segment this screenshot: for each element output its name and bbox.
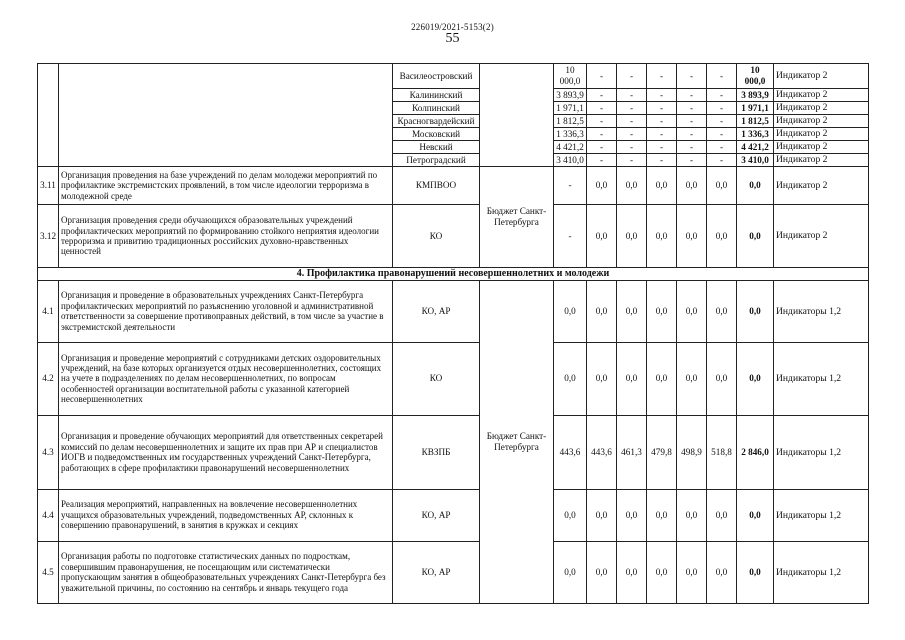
value-total: 0,0 bbox=[737, 205, 774, 268]
value-2023: - bbox=[617, 89, 647, 102]
indicator: Индикатор 2 bbox=[774, 154, 869, 167]
executor: КВЗПБ bbox=[393, 415, 480, 489]
value-2025: - bbox=[677, 154, 707, 167]
document-id: 226019/2021-5153(2) bbox=[411, 22, 494, 32]
value-2021: 10 000,0 bbox=[554, 64, 587, 89]
value-2023: - bbox=[617, 128, 647, 141]
indicator: Индикаторы 1,2 bbox=[774, 541, 869, 603]
value-2026: 518,8 bbox=[707, 415, 737, 489]
value-2022: - bbox=[587, 89, 617, 102]
value-2024: 0,0 bbox=[647, 342, 677, 415]
indicator: Индикатор 2 bbox=[774, 128, 869, 141]
value-2024: 0,0 bbox=[647, 489, 677, 541]
value-2026: 0,0 bbox=[707, 541, 737, 603]
value-2023: 0,0 bbox=[617, 167, 647, 205]
row-text: Организация и проведение в образовательных учреждениях Санкт-Петербурга профилактических мероприятий по разъяснению уголовной и административной ответственности за совершение противоправных действий, в том числе за участие в экстремистской деятельности bbox=[59, 280, 393, 342]
value-2025: - bbox=[677, 141, 707, 154]
value-2021: 3 893,9 bbox=[554, 89, 587, 102]
executor: КО, АР bbox=[393, 280, 480, 342]
value-2026: - bbox=[707, 141, 737, 154]
value-2025: - bbox=[677, 115, 707, 128]
value-2021: 4 421,2 bbox=[554, 141, 587, 154]
district-name: Красногвардейский bbox=[393, 115, 480, 128]
table-row bbox=[38, 415, 869, 489]
row-text bbox=[59, 64, 393, 167]
value-2025: - bbox=[677, 102, 707, 115]
value-2022: - bbox=[587, 64, 617, 89]
table-row bbox=[38, 541, 869, 603]
value-total: 0,0 bbox=[737, 489, 774, 541]
value-2024: - bbox=[647, 102, 677, 115]
value-2023: 0,0 bbox=[617, 342, 647, 415]
value-total: 10 000,0 bbox=[737, 64, 774, 89]
row-number: 3.11 bbox=[38, 167, 59, 205]
value-total: 0,0 bbox=[737, 541, 774, 603]
table-row bbox=[38, 205, 869, 268]
value-2024: - bbox=[647, 64, 677, 89]
page-number: 55 bbox=[445, 31, 460, 46]
value-2023: 0,0 bbox=[617, 541, 647, 603]
value-total: 2 846,0 bbox=[737, 415, 774, 489]
value-total: 4 421,2 bbox=[737, 141, 774, 154]
table-row bbox=[38, 280, 869, 342]
value-2025: 0,0 bbox=[677, 342, 707, 415]
value-total: 0,0 bbox=[737, 342, 774, 415]
value-2021: 3 410,0 bbox=[554, 154, 587, 167]
district-name: Колпинский bbox=[393, 102, 480, 115]
value-2021: 1 812,5 bbox=[554, 115, 587, 128]
value-2024: 0,0 bbox=[647, 280, 677, 342]
row-number: 4.2 bbox=[38, 342, 59, 415]
value-2021: 443,6 bbox=[554, 415, 587, 489]
value-2024: 0,0 bbox=[647, 167, 677, 205]
executor: КО bbox=[393, 205, 480, 268]
value-2021: 0,0 bbox=[554, 541, 587, 603]
indicator: Индикаторы 1,2 bbox=[774, 489, 869, 541]
value-2023: - bbox=[617, 102, 647, 115]
value-2024: - bbox=[647, 89, 677, 102]
value-2024: - bbox=[647, 128, 677, 141]
value-2023: - bbox=[617, 154, 647, 167]
value-2023: 0,0 bbox=[617, 205, 647, 268]
value-2021: 1 971,1 bbox=[554, 102, 587, 115]
value-2026: 0,0 bbox=[707, 342, 737, 415]
table-row bbox=[38, 342, 869, 415]
value-2022: 443,6 bbox=[587, 415, 617, 489]
row-text: Организация и проведение обучающих мероприятий для ответственных секретарей комиссий по делам несовершеннолетних и защите их прав при АР и специалистов ИОГВ и подведомственных им государственных учреждений Санкт-Петербурга, работающих в сфере профилактики правонарушений несовершеннолетних bbox=[59, 415, 393, 489]
indicator: Индикатор 2 bbox=[774, 167, 869, 205]
indicator: Индикаторы 1,2 bbox=[774, 342, 869, 415]
value-2021: - bbox=[554, 205, 587, 268]
row-text: Организация проведения среди обучающихся образовательных учреждений профилактических мероприятий по формированию стойкого неприятия идеологии терроризма и привитию традиционных российских духовно-нравственных ценностей bbox=[59, 205, 393, 268]
row-text: Организация работы по подготовке статистических данных по подросткам, совершившим правонарушения, не посещающим или систематически пропускающим занятия в общеобразовательных учреждениях Санкт-Петербурга без уважительной причины, по состоянию на сентябрь и январь текущего года bbox=[59, 541, 393, 603]
indicator: Индикатор 2 bbox=[774, 64, 869, 89]
district-name: Калининский bbox=[393, 89, 480, 102]
indicator: Индикатор 2 bbox=[774, 89, 869, 102]
value-2025: 0,0 bbox=[677, 167, 707, 205]
value-total: 1 336,3 bbox=[737, 128, 774, 141]
value-2024: - bbox=[647, 154, 677, 167]
district-name: Василеостровский bbox=[393, 64, 480, 89]
value-2022: 0,0 bbox=[587, 205, 617, 268]
value-2022: - bbox=[587, 115, 617, 128]
funding-source bbox=[480, 64, 554, 167]
value-total: 3 893,9 bbox=[737, 89, 774, 102]
table-row bbox=[38, 64, 869, 89]
value-2022: - bbox=[587, 102, 617, 115]
row-text: Организация и проведение мероприятий с сотрудниками детских оздоровительных учреждений, на базе которых организуется отдых несовершеннолетних, состоящих на учете в подразделениях по делам несовершеннолетних, по вопросам особенностей организации воспитательной работы с указанной категорией несовершеннолетних bbox=[59, 342, 393, 415]
value-2026: 0,0 bbox=[707, 205, 737, 268]
indicator: Индикатор 2 bbox=[774, 115, 869, 128]
section-title: 4. Профилактика правонарушений несовершеннолетних и молодежи bbox=[38, 268, 869, 281]
value-2025: 0,0 bbox=[677, 205, 707, 268]
value-2021: 0,0 bbox=[554, 342, 587, 415]
value-2026: - bbox=[707, 128, 737, 141]
value-2023: 0,0 bbox=[617, 489, 647, 541]
value-2025: - bbox=[677, 64, 707, 89]
value-2026: 0,0 bbox=[707, 167, 737, 205]
section-header-row bbox=[38, 268, 869, 281]
district-name: Невский bbox=[393, 141, 480, 154]
value-2022: - bbox=[587, 141, 617, 154]
value-2025: - bbox=[677, 128, 707, 141]
executor: КО bbox=[393, 342, 480, 415]
value-2024: 0,0 bbox=[647, 205, 677, 268]
indicator: Индикаторы 1,2 bbox=[774, 415, 869, 489]
district-name: Московский bbox=[393, 128, 480, 141]
row-number: 4.5 bbox=[38, 541, 59, 603]
value-2025: 0,0 bbox=[677, 280, 707, 342]
value-total: 1 812,5 bbox=[737, 115, 774, 128]
value-2021: - bbox=[554, 167, 587, 205]
value-2023: 0,0 bbox=[617, 280, 647, 342]
funding-source: Бюджет Санкт-Петербурга bbox=[480, 167, 554, 268]
value-2022: 0,0 bbox=[587, 342, 617, 415]
value-2025: - bbox=[677, 89, 707, 102]
row-text: Организация проведения на базе учреждений по делам молодежи мероприятий по профилактике экстремистских проявлений, в том числе идеологии терроризма в молодежной среде bbox=[59, 167, 393, 205]
value-2026: - bbox=[707, 115, 737, 128]
value-2023: - bbox=[617, 115, 647, 128]
value-2021: 0,0 bbox=[554, 489, 587, 541]
indicator: Индикатор 2 bbox=[774, 102, 869, 115]
funding-source: Бюджет Санкт-Петербурга bbox=[480, 280, 554, 603]
indicator: Индикатор 2 bbox=[774, 205, 869, 268]
row-number: 4.4 bbox=[38, 489, 59, 541]
value-2026: 0,0 bbox=[707, 280, 737, 342]
value-2026: 0,0 bbox=[707, 489, 737, 541]
value-total: 0,0 bbox=[737, 167, 774, 205]
value-2022: 0,0 bbox=[587, 167, 617, 205]
value-2025: 0,0 bbox=[677, 541, 707, 603]
table-row bbox=[38, 489, 869, 541]
value-total: 3 410,0 bbox=[737, 154, 774, 167]
row-text: Реализация мероприятий, направленных на вовлечение несовершеннолетних учащихся образовательных учреждений, подведомственных АР, склонных к совершению правонарушений, в занятия в кружках и секциях bbox=[59, 489, 393, 541]
value-2026: - bbox=[707, 154, 737, 167]
value-2023: - bbox=[617, 64, 647, 89]
value-2026: - bbox=[707, 89, 737, 102]
value-2024: - bbox=[647, 141, 677, 154]
value-2026: - bbox=[707, 102, 737, 115]
value-2022: 0,0 bbox=[587, 489, 617, 541]
value-2024: 479,8 bbox=[647, 415, 677, 489]
row-number bbox=[38, 64, 59, 167]
value-total: 1 971,1 bbox=[737, 102, 774, 115]
value-2023: - bbox=[617, 141, 647, 154]
value-total: 0,0 bbox=[737, 280, 774, 342]
value-2026: - bbox=[707, 64, 737, 89]
value-2025: 0,0 bbox=[677, 489, 707, 541]
value-2023: 461,3 bbox=[617, 415, 647, 489]
value-2024: 0,0 bbox=[647, 541, 677, 603]
row-number: 4.3 bbox=[38, 415, 59, 489]
table-row bbox=[38, 167, 869, 205]
executor: КО, АР bbox=[393, 541, 480, 603]
value-2021: 1 336,3 bbox=[554, 128, 587, 141]
executor: КМПВОО bbox=[393, 167, 480, 205]
row-number: 4.1 bbox=[38, 280, 59, 342]
value-2022: 0,0 bbox=[587, 541, 617, 603]
value-2022: - bbox=[587, 154, 617, 167]
indicator: Индикатор 2 bbox=[774, 141, 869, 154]
value-2021: 0,0 bbox=[554, 280, 587, 342]
district-name: Петроградский bbox=[393, 154, 480, 167]
indicator: Индикаторы 1,2 bbox=[774, 280, 869, 342]
program-table bbox=[37, 63, 869, 604]
value-2022: 0,0 bbox=[587, 280, 617, 342]
value-2024: - bbox=[647, 115, 677, 128]
executor: КО, АР bbox=[393, 489, 480, 541]
value-2025: 498,9 bbox=[677, 415, 707, 489]
row-number: 3.12 bbox=[38, 205, 59, 268]
value-2022: - bbox=[587, 128, 617, 141]
